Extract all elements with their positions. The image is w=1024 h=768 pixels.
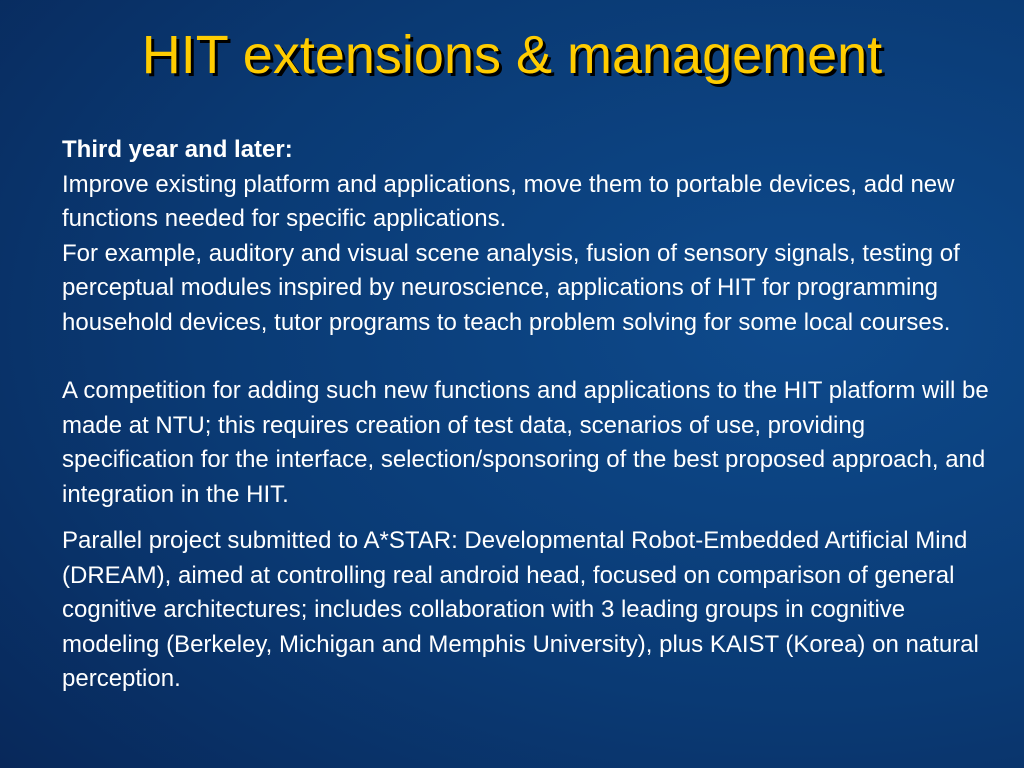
paragraph-parallel-project: Parallel project submitted to A*STAR: Developmental Robot-Embedded Artificial Mind (DREAM), aimed at controlling real android head, focused on comparison of general cognitive architectures; includes collaboration with 3 leading groups in cognitive modeling (Berkeley, Michigan and Memphis University), plus KAIST (Korea) on natural perception. bbox=[62, 527, 979, 692]
spacer bbox=[62, 340, 1002, 374]
paragraph-competition: A competition for adding such new functions and applications to the HIT platform will be made at NTU; this requires creation of test data, scenarios of use, providing specification for the interface, selection/sponsoring of the best proposed approach, and integration in the HIT. bbox=[62, 377, 989, 508]
spacer bbox=[62, 512, 1002, 524]
paragraph-example: For example, auditory and visual scene analysis, fusion of sensory signals, testing of perceptual modules inspired by neuroscience, applications of HIT for programming household devices, tutor programs to teach problem solving for some local courses. bbox=[62, 239, 960, 336]
slide-title: HIT extensions & management bbox=[141, 25, 883, 85]
slide-content bbox=[62, 133, 1002, 697]
paragraph-improve: Improve existing platform and applications, move them to portable devices, add new functions needed for specific applications. bbox=[62, 170, 955, 232]
section-heading: Third year and later: bbox=[62, 136, 293, 163]
